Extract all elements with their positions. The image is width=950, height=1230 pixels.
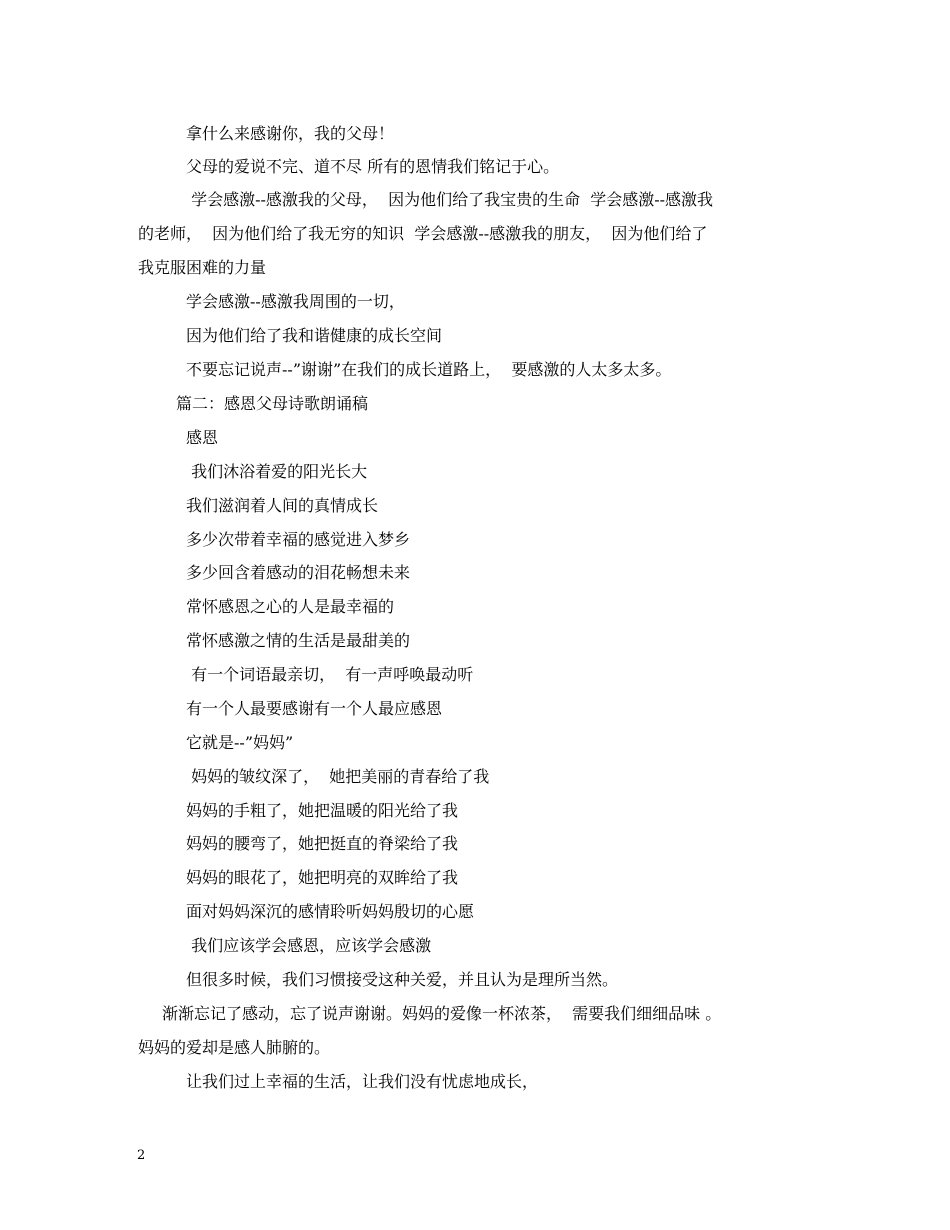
poem-line: 常怀感恩之心的人是最幸福的 [186, 597, 395, 616]
poem-line: 多少次带着幸福的感觉进入梦乡 [186, 530, 411, 549]
poem-line: 面对妈妈深沉的感情聆听妈妈殷切的心愿 [186, 902, 475, 921]
poem-line: 但很多时候，我们习惯接受这种关爱，并且认为是理所当然。 [186, 970, 619, 989]
text-line: 父母的爱说不完、道不尽 所有的恩情我们铭记于心。 [186, 157, 560, 176]
poem-line: 妈妈的腰弯了，她把挺直的脊梁给了我 [186, 834, 459, 853]
poem-line: 妈妈的皱纹深了， 她把美丽的青春给了我 [186, 767, 490, 786]
text-line: 渐渐忘记了感动，忘了说声谢谢。妈妈的爱像一杯浓茶， 需要我们细细品味 。 [162, 1004, 722, 1023]
poem-title: 感恩 [186, 428, 219, 447]
text-line: 让我们过上幸福的生活，让我们没有忧虑地成长， [186, 1072, 539, 1091]
section-heading: 篇二：感恩父母诗歌朗诵稿 [176, 394, 369, 413]
text-line: 妈妈的爱却是感人肺腑的。 [138, 1038, 331, 1057]
poem-line: 多少回含着感动的泪花畅想未来 [186, 563, 411, 582]
poem-line: 我们应该学会感恩，应该学会感激 [186, 936, 432, 955]
text-line: 因为他们给了我和谐健康的成长空间 [186, 326, 443, 345]
text-line: 学会感激--感激我周围的一切， [186, 292, 405, 311]
poem-line: 有一个人最要感谢有一个人最应感恩 [186, 699, 443, 718]
text-line: 不要忘记说声--”谢谢”在我们的成长道路上， 要感激的人太多太多。 [186, 360, 672, 379]
text-line: 我克服困难的力量 [138, 258, 267, 277]
poem-line: 我们沐浴着爱的阳光长大 [186, 462, 368, 481]
text-line: 学会感激--感激我的父母， 因为他们给了我宝贵的生命 学会感激--感激我 [186, 190, 714, 209]
poem-line: 我们滋润着人间的真情成长 [186, 496, 379, 515]
poem-line: 妈妈的眼花了，她把明亮的双眸给了我 [186, 868, 459, 887]
poem-line: 有一个词语最亲切， 有一声呼唤最动听 [186, 665, 474, 684]
poem-line: 它就是--”妈妈” [186, 733, 294, 752]
poem-line: 妈妈的手粗了，她把温暖的阳光给了我 [186, 801, 459, 820]
text-line: 的老师， 因为他们给了我无穷的知识 学会感激--感激我的朋友， 因为他们给了 [138, 224, 708, 243]
text-line: 拿什么来感谢你，我的父母！ [186, 124, 395, 143]
page-number: 2 [137, 1148, 146, 1163]
poem-line: 常怀感激之情的生活是最甜美的 [186, 631, 411, 650]
